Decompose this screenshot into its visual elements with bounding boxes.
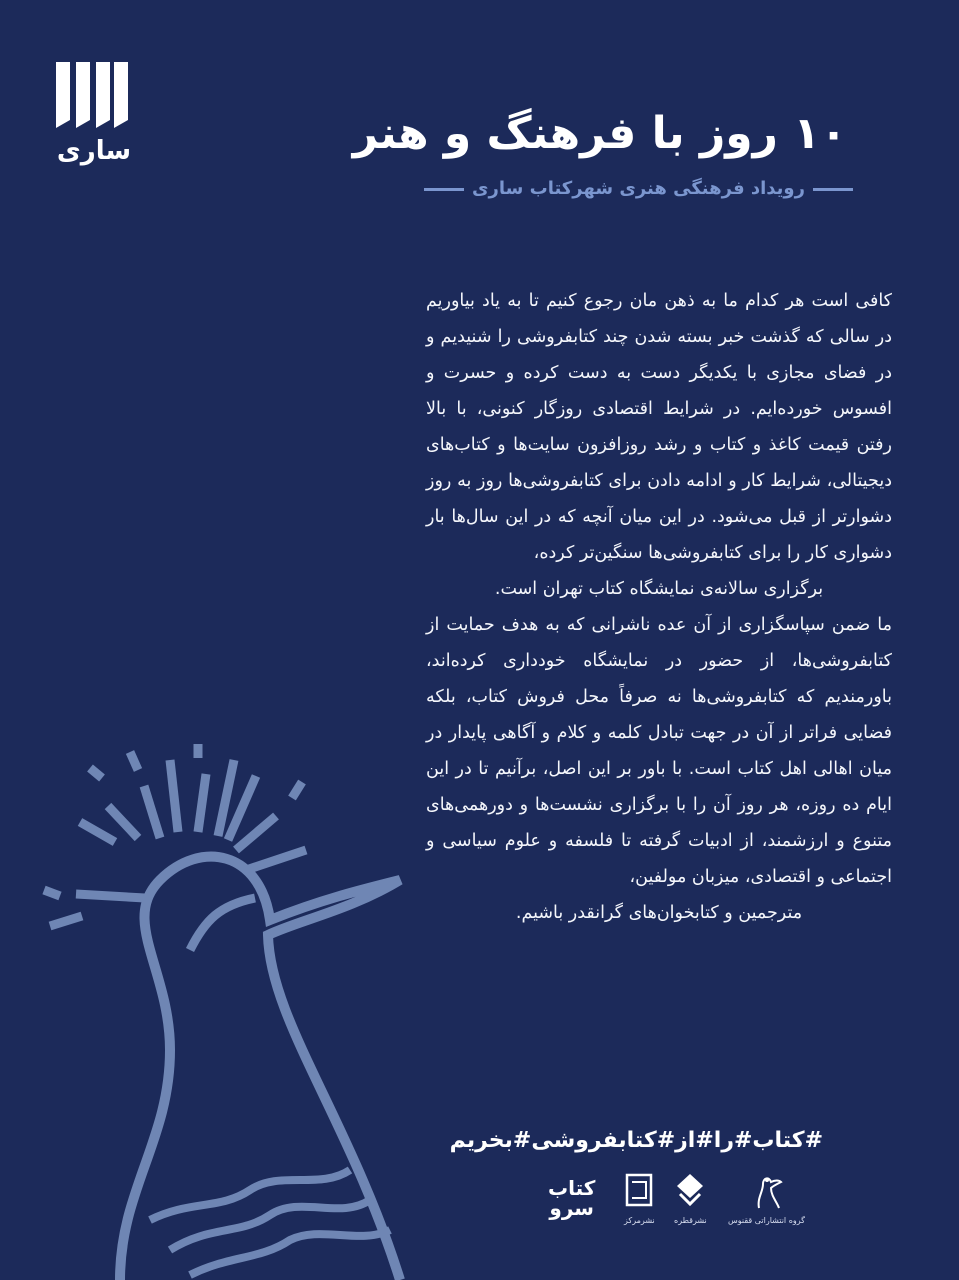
paragraph-1: کافی است هر کدام ما به ذهن مان رجوع کنیم تا به یاد بیاوریم در سالی که گذشت خبر بسته شدن چند کتابفروشی را شنیدیم و در فضای مجازی با یکدیگر دست به دست کرده و حسرت و افسوس خورده‌ایم. در شرایط اقتصادی روزگار کنونی، با بالا رفتن قیمت کاغذ و کتاب و رشد روزافزون سایت‌ها و کتاب‌های دیجیتالی، شرایط کار و ادامه دادن برای کتابفروشی‌ها روز به روز دشوارتر از قبل می‌شود. در این میان آنچه که در این سال‌ها بار دشواری کار را برای کتابفروشی‌ها سنگین‌تر کرده، <box>426 291 892 563</box>
markaz-logo <box>624 1172 655 1225</box>
sarv-line2: سرو <box>549 1196 594 1220</box>
subtitle-dash-left <box>424 188 464 191</box>
paragraph-1-end: برگزاری سالانه‌ی نمایشگاه کتاب تهران است. <box>494 579 824 599</box>
sari-logo <box>54 58 134 166</box>
book-logo-icon <box>54 58 128 128</box>
ghoghnoos-icon <box>749 1172 783 1212</box>
ghoghnoos-label: گروه انتشاراتی ققنوس <box>728 1216 805 1225</box>
publisher-logos <box>548 1172 828 1232</box>
ghatreh-icon <box>675 1172 705 1212</box>
sarv-logo <box>548 1178 595 1218</box>
ghatreh-logo <box>674 1172 707 1225</box>
ghoghnoos-logo <box>728 1172 805 1225</box>
body-text <box>426 283 892 931</box>
paragraph-2-end: مترجمین و کتابخوان‌های گرانقدر باشیم. <box>515 903 803 923</box>
page-subtitle <box>416 178 861 199</box>
subtitle-text: رویداد فرهنگی هنری شهرکتاب ساری <box>472 178 805 199</box>
sarv-line1: کتاب <box>548 1176 596 1200</box>
brand-name: ساری <box>56 136 132 166</box>
ghatreh-label: نشرقطره <box>674 1216 707 1225</box>
markaz-icon <box>624 1172 654 1212</box>
paragraph-2: ما ضمن سپاسگزاری از آن عده ناشرانی که به هدف حمایت از کتابفروشی‌ها، از حضور در نمایشگاه خودداری کرده‌اند، باورمندیم که کتابفروشی‌ها نه صرفاً محل فروش کتاب، بلکه فضایی فراتر از آن در جهت تبادل کلمه و کلام و آگاهی پایدار در میان اهالی اهل کتاب است. با باور بر این اصل، برآنیم تا در این ایام ده روزه، هر روز آن را با برگزاری نشست‌ها و دورهمی‌های متنوع و ارزشمند، از ادبیات گرفته تا فلسفه و علوم سیاسی و اجتماعی و اقتصادی، میزبان مولفین، <box>426 615 892 887</box>
page-title: ۱۰ روز با فرهنگ و هنر <box>352 108 847 159</box>
phoenix-illustration <box>20 720 440 1280</box>
subtitle-dash-right <box>813 188 853 191</box>
markaz-label: نشرمرکز <box>624 1216 655 1225</box>
hashtags: #کتاب#را#از#کتابفروشی#بخریم <box>449 1128 823 1153</box>
